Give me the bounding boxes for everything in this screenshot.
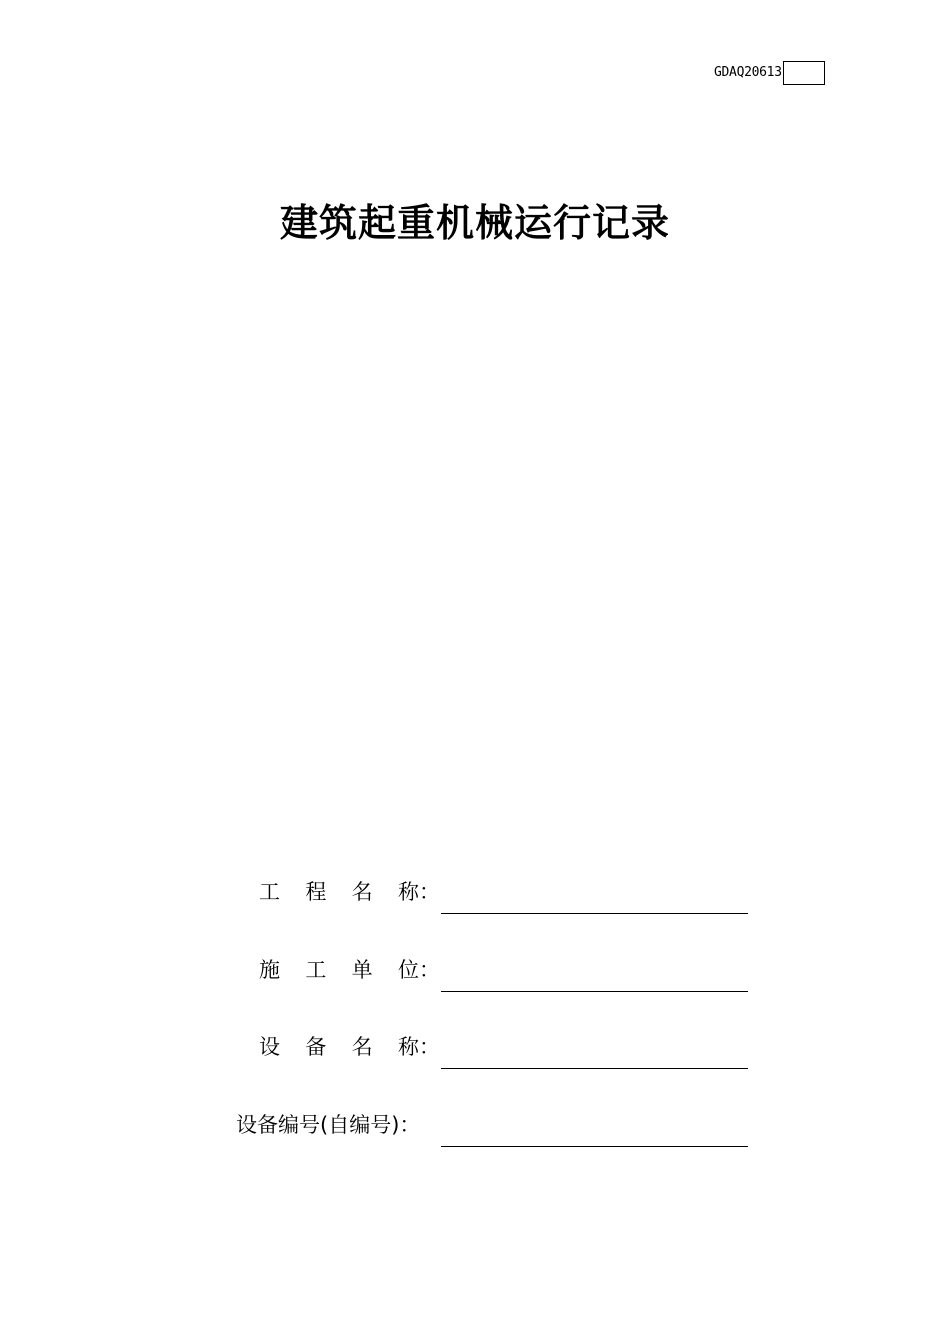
project-name-label: 工 程 名 称： <box>259 880 440 904</box>
equipment-number-label: 设备编号(自编号)： <box>236 1113 421 1137</box>
equipment-name-field <box>236 1029 756 1069</box>
equipment-number-field <box>236 1107 756 1147</box>
construction-unit-input-line[interactable] <box>441 991 748 992</box>
project-name-input-line[interactable] <box>441 913 748 914</box>
form-code-area <box>714 61 825 85</box>
construction-unit-label: 施 工 单 位： <box>259 958 440 982</box>
document-title: 建筑起重机械运行记录 <box>279 201 670 245</box>
equipment-name-input-line[interactable] <box>441 1068 748 1069</box>
form-code-suffix-box[interactable] <box>783 61 825 85</box>
equipment-name-label: 设 备 名 称： <box>259 1035 440 1059</box>
project-name-field <box>236 874 756 914</box>
equipment-number-input-line[interactable] <box>441 1146 748 1147</box>
construction-unit-field <box>236 952 756 992</box>
form-code: GDAQ20613 <box>714 65 782 80</box>
